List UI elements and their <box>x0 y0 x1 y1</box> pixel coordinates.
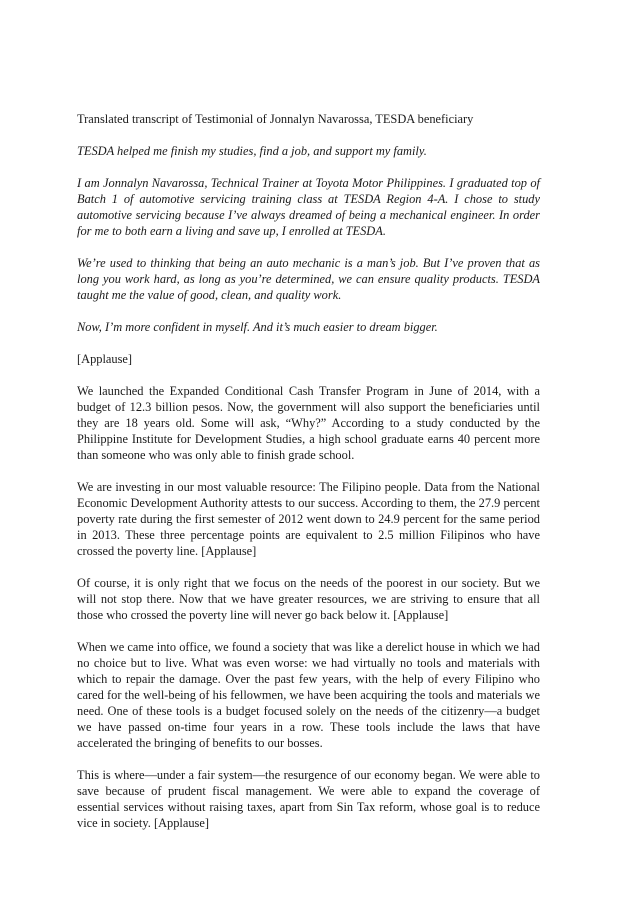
applause-note: [Applause] <box>77 352 133 366</box>
body-paragraph: We are investing in our most valuable resource: The Filipino people. Data from the National Economic Development Authority attests to our success. According to them, the 27.9 percent poverty rate during the first semester of 2012 went down to 24.9 percent for the same period in 2013. These three percentage points are equivalent to 2.5 million Filipinos who have crossed the poverty line. [Applause] <box>77 480 540 558</box>
body-paragraph: This is where—under a fair system—the resurgence of our economy began. We were able to save because of prudent fiscal management. We were able to expand the coverage of essential services without raising taxes, apart from Sin Tax reform, whose goal is to reduce vice in society. [Applause] <box>77 768 540 830</box>
testimonial-closing: Now, I’m more confident in myself. And it’s much easier to dream bigger. <box>77 320 438 334</box>
body-paragraph: Of course, it is only right that we focus on the needs of the poorest in our society. But we will not stop there. Now that we have greater resources, we are striving to ensure that all those who crossed the poverty line will never go back below it. [Applause] <box>77 576 540 622</box>
body-paragraph: We launched the Expanded Conditional Cash Transfer Program in June of 2014, with a budget of 12.3 billion pesos. Now, the government will also support the beneficiaries until they are 18 years old. Some will ask, “Why?” According to a study conducted by the Philippine Institute for Development Studies, a high school graduate earns 40 percent more than someone who was only able to finish grade school. <box>77 384 540 462</box>
document-body <box>77 111 540 847</box>
document-heading: Translated transcript of Testimonial of Jonnalyn Navarossa, TESDA beneficiary <box>77 112 474 126</box>
body-paragraph: When we came into office, we found a society that was like a derelict house in which we had no choice but to live. What was even worse: we had virtually no tools and materials with which to repair the damage. Over the past few years, with the help of every Filipino who cared for the well-being of his fellowmen, we have been acquiring the tools and materials we need. One of these tools is a budget focused solely on the needs of the citizenry—a budget we have passed on-time four years in a row. These tools include the laws that have accelerated the bringing of benefits to our bosses. <box>77 640 540 750</box>
testimonial-paragraph: I am Jonnalyn Navarossa, Technical Trainer at Toyota Motor Philippines. I graduated top of Batch 1 of automotive servicing training class at TESDA Region 4-A. I chose to study automotive servicing because I’ve always dreamed of being a mechanical engineer. In order for me to both earn a living and save up, I enrolled at TESDA. <box>77 176 540 238</box>
testimonial-paragraph: We’re used to thinking that being an auto mechanic is a man’s job. But I’ve proven that as long you work hard, as long as you’re determined, we can ensure quality products. TESDA taught me the value of good, clean, and quality work. <box>77 256 540 302</box>
testimonial-quote-intro: TESDA helped me finish my studies, find a job, and support my family. <box>77 144 427 158</box>
